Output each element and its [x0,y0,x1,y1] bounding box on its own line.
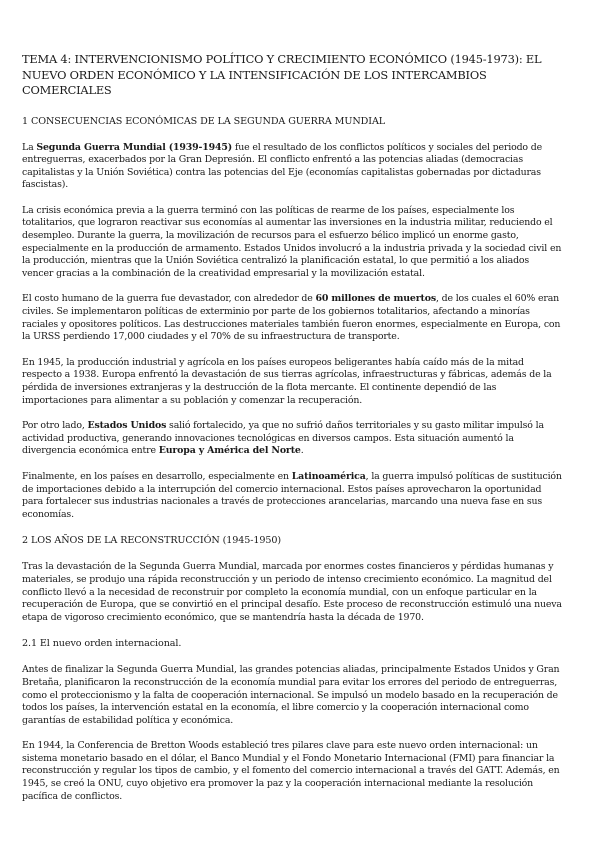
paragraph: Tras la devastación de la Segunda Guerra Mundial, marcada por enormes costes financieros y pérdidas humanas y materiales, se produjo una rápida reconstrucción y un periodo de intenso crecimiento económico. La magnitud del conflicto llevó a la necesidad de reconstruir por completo la economía mundial, con un enfoque particular en la recuperación de Europa, que se convirtió en el principal desafío. Este proceso de reconstrucción estimuló una nueva etapa de vigoroso crecimiento económico, que se mantendría hasta la década de 1970. [22,561,562,623]
paragraph: La Segunda Guerra Mundial (1939-1945) fue el resultado de los conflictos políticos y sociales del periodo de entreguerras, exacerbados por la Gran Depresión. El conflicto enfrentó a las potencias aliadas (democracias capitalistas y la Unión Soviética) contra las potencias del Eje (economías capitalistas gobernadas por dictaduras fascistas). [22,141,543,191]
paragraph: La crisis económica previa a la guerra terminó con las políticas de rearme de los países, especialmente los totalitarios, que lograron reactivar sus economías al aumentar las inversiones en la industria militar, reduciendo el desempleo. Durante la guerra, la movilización de recursos para el esfuerzo bélico implicó un enorme gasto, especialmente en la producción de armamento. Estados Unidos involucró a la industria privada y la sociedad civil en la producción, mientras que la Unión Soviética centralizó la planificación estatal, lo que permitió a los aliados vencer gracias a la combinación de la creatividad empresarial y la movilización estatal. [22,204,562,279]
bold-term: Latinoamérica [291,470,366,482]
bold-term: 60 millones de muertos [315,293,436,305]
bold-term: Estados Unidos [87,420,167,432]
paragraph: En 1945, la producción industrial y agrícola en los países europeos beligerantes había caído más de la mitad respecto a 1938. Europa enfrentó la devastación de sus tierras agrícolas, infraestructuras y fábricas, además de la pérdida de inversiones extranjeras y la destrucción de la flota mercante. El continente dependió de las importaciones para alimentar a su población y comenzar la recuperación. [22,356,552,406]
bold-term: Segunda Guerra Mundial (1939-1945) [36,141,233,153]
paragraph: Antes de finalizar la Segunda Guerra Mundial, las grandes potencias aliadas, principalmente Estados Unidos y Gran Bretaña, planificaron la reconstrucción de la economía mundial para evitar los errores del periodo de entreguerras, como el proteccionismo y la falta de cooperación internacional. Se impulsó un modelo basado en la recuperación de todos los países, la intervención estatal en la economía, el libre comercio y la cooperación internacional como garantías de estabilidad política y económica. [22,664,560,726]
paragraph: En 1944, la Conferencia de Bretton Woods estableció tres pilares clave para este nuevo orden internacional: un sistema monetario basado en el dólar, el Banco Mundial y el Fondo Monetario Internacional (FMI) para financiar la reconstrucción y regular los tipos de cambio, y el fomento del comercio internacional a través del GATT. Además, en 1945, se creó la ONU, cuyo objetivo era promover la paz y la cooperación internacional mediante la resolución pacífica de conflictos. [22,740,560,802]
paragraph: El costo humano de la guerra fue devastador, con alrededor de 60 millones de muertos, de los cuales el 60% eran civiles. Se implementaron políticas de exterminio por parte de los gobiernos totalitarios, afectando a minorías raciales y opositores políticos. Las destrucciones materiales también fueron enormes, especialmente en Europa, con la URSS perdiendo 17,000 ciudades y el 70% de su infraestructura de transporte. [22,293,561,343]
section-1-heading: 1 CONSECUENCIAS ECONÓMICAS DE LA SEGUNDA GUERRA MUNDIAL [22,115,386,127]
document-title: TEMA 4: INTERVENCIONISMO POLÍTICO Y CRECIMIENTO ECONÓMICO (1945-1973): EL NUEVO ORDEN ECONÓMICO Y LA INTENSIFICACIÓN DE LOS INTERCAMBIOS COMERCIALES [22,52,542,97]
paragraph: Finalmente, en los países en desarrollo, especialmente en Latinoamérica, la guerra impulsó políticas de sustitución de importaciones debido a la interrupción del comercio internacional. Estos países aprovecharon la oportunidad para fortalecer sus industrias nacionales a través de protecciones arancelarias, marcando una nueva fase en sus economías. [22,470,562,520]
paragraph: Por otro lado, Estados Unidos salió fortalecido, ya que no sufrió daños territoriales y su gasto militar impulsó la actividad productiva, generando innovaciones tecnológicas en diversos campos. Esta situación aumentó la divergencia económica entre Europa y América del Norte. [22,420,544,457]
bold-term: Europa y América del Norte [158,445,301,457]
section-2-heading: 2 LOS AÑOS DE LA RECONSTRUCCIÓN (1945-1950) [22,535,282,547]
subsection-heading: 2.1 El nuevo orden internacional. [22,638,182,650]
